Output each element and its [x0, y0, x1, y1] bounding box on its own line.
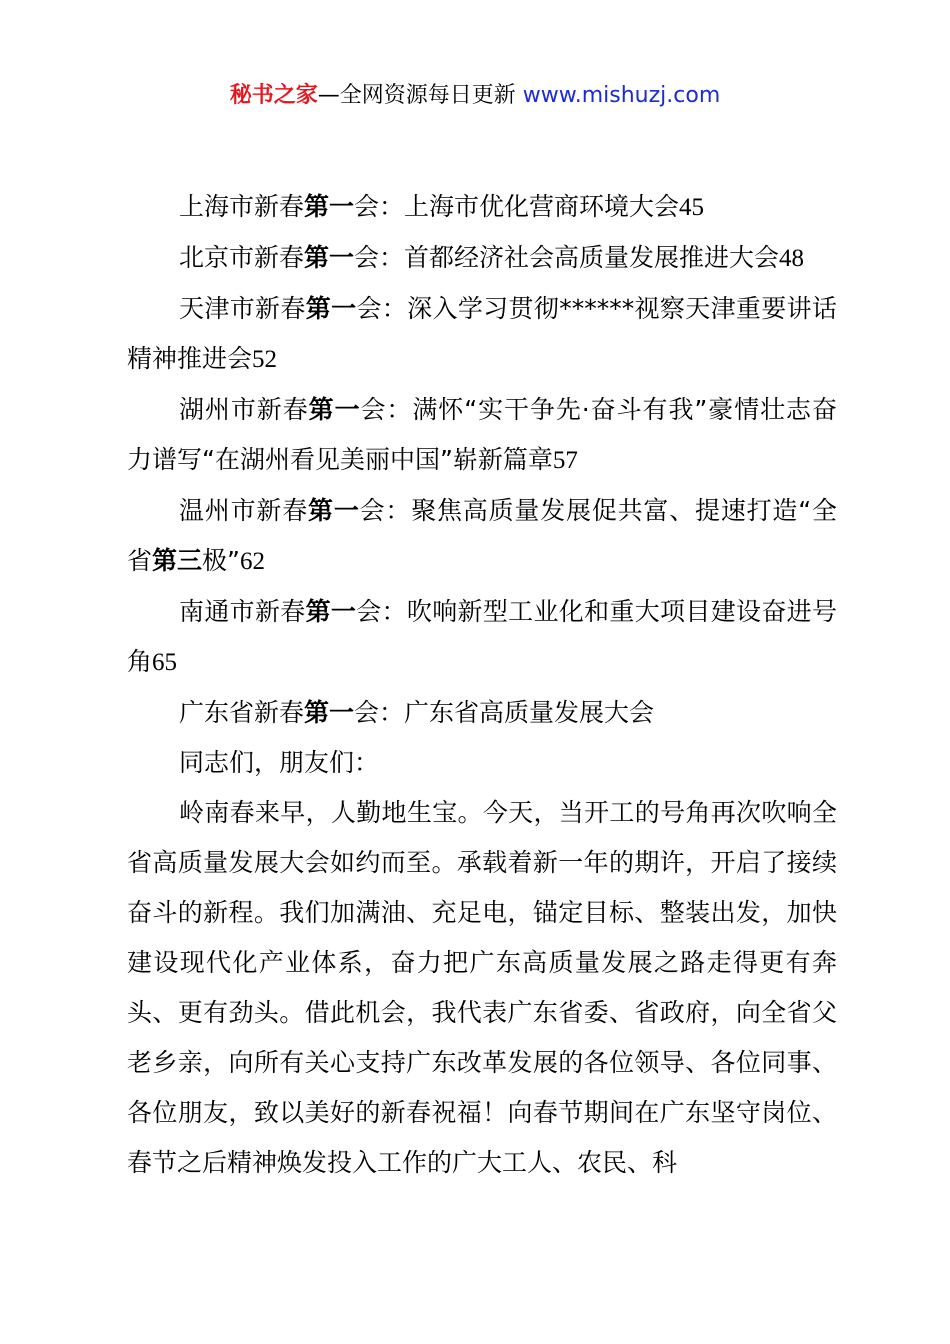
- section-title: 广东省新春第一会：广东省高质量发展大会: [179, 698, 655, 727]
- toc-page-number: 62: [239, 548, 265, 575]
- toc-page-number: 65: [152, 649, 178, 676]
- toc-entry-nantong: 南通市新春第一会：吹响新型工业化和重大项目建设奋进号角65: [127, 597, 837, 676]
- site-url[interactable]: www.mishuzj.com: [522, 83, 721, 108]
- toc-page-number: 52: [252, 346, 278, 373]
- site-header: [0, 80, 950, 112]
- toc-page-number: 57: [552, 447, 578, 474]
- toc-entry-beijing: 北京市新春第一会：首都经济社会高质量发展推进大会48: [179, 243, 805, 272]
- site-brand: 秘书之家: [229, 83, 318, 108]
- site-tagline: —全网资源每日更新: [317, 83, 516, 108]
- salutation: 同志们，朋友们：: [179, 748, 380, 777]
- toc-page-number: 45: [679, 194, 705, 221]
- toc-entry-shanghai: 上海市新春第一会：上海市优化营商环境大会45: [179, 192, 705, 221]
- toc-entry-wenzhou: 温州市新春第一会：聚焦高质量发展促共富、提速打造“全省第三极”62: [127, 496, 837, 575]
- body-paragraph: 岭南春来早，人勤地生宝。今天，当开工的号角再次吹响全省高质量发展大会如约而至。承载着新一年的期许，开启了接续奋斗的新程。我们加满油、充足电，锚定目标、整装出发，加快建设现代化产业体系，奋力把广东高质量发展之路走得更有奔头、更有劲头。借此机会，我代表广东省委、省政府，向全省父老乡亲，向所有关心支持广东改革发展的各位领导、各位同事、各位朋友，致以美好的新春祝福！向春节期间在广东坚守岗位、春节之后精神焕发投入工作的广大工人、农民、科: [127, 798, 837, 1177]
- toc-page-number: 48: [779, 245, 805, 272]
- toc-entry-tianjin: 天津市新春第一会：深入学习贯彻******视察天津重要讲话精神推进会52: [127, 294, 837, 373]
- document-body: [127, 182, 837, 1188]
- toc-entry-huzhou: 湖州市新春第一会：满怀“实干争先·奋斗有我”豪情壮志奋力谱写“在湖州看见美丽中国”崭新篇章57: [127, 395, 837, 474]
